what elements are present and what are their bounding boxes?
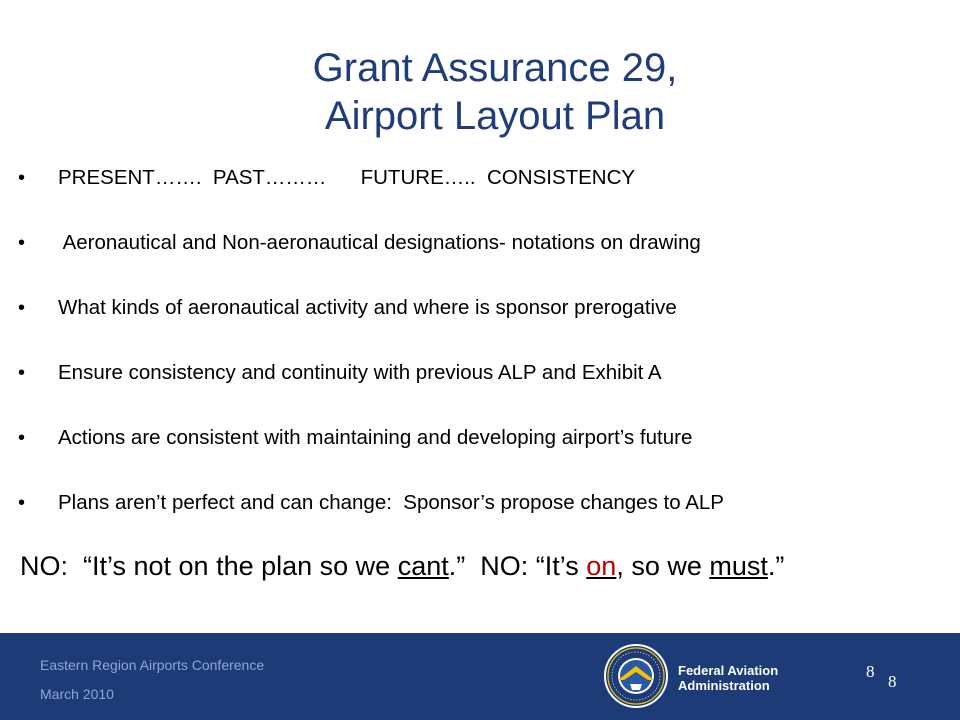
bullet-item [18, 487, 938, 552]
bullet-text: Ensure consistency and continuity with previous ALP and Exhibit A [58, 361, 662, 384]
closing-word-must: must [709, 551, 768, 581]
slide-title [0, 44, 960, 140]
closing-statement [20, 548, 784, 584]
closing-word-cant: cant [397, 551, 449, 581]
bullet-text: Plans aren’t perfect and can change: Sponsor’s propose changes to ALP [58, 491, 724, 514]
bullet-text: What kinds of aeronautical activity and where is sponsor prerogative [58, 296, 677, 319]
bullet-item [18, 422, 938, 487]
conference-name: Eastern Region Airports Conference [40, 657, 265, 673]
footer-bar [0, 633, 960, 720]
bullet-list [18, 162, 938, 552]
bullet-text: Actions are consistent with maintaining and developing airport’s future [58, 426, 693, 449]
faa-seal-icon [604, 644, 668, 708]
bullet-item [18, 357, 938, 422]
bullet-item [18, 162, 938, 227]
bullet-item [18, 292, 938, 357]
title-line-1: Grant Assurance 29, [312, 46, 678, 90]
agency-line-2: Administration [678, 678, 770, 693]
bullet-text: PRESENT……. PAST……… FUTURE….. CONSISTENCY [58, 166, 636, 189]
bullet-item [18, 227, 938, 292]
agency-name [678, 663, 778, 693]
closing-part-4: .” [767, 551, 785, 581]
title-line-2: Airport Layout Plan [324, 94, 666, 138]
closing-part-2: .” NO: “It’s [448, 551, 587, 581]
page-number-duplicate: 8 [888, 672, 897, 691]
bullet-text: Aeronautical and Non-aeronautical designations- notations on drawing [58, 231, 701, 254]
page-number: 8 [866, 662, 875, 681]
agency-line-1: Federal Aviation [678, 663, 779, 678]
closing-part-1: NO: “It’s not on the plan so we [20, 551, 398, 581]
closing-part-3: , so we [616, 551, 710, 581]
conference-date: March 2010 [40, 686, 114, 702]
closing-word-on: on [586, 551, 617, 581]
